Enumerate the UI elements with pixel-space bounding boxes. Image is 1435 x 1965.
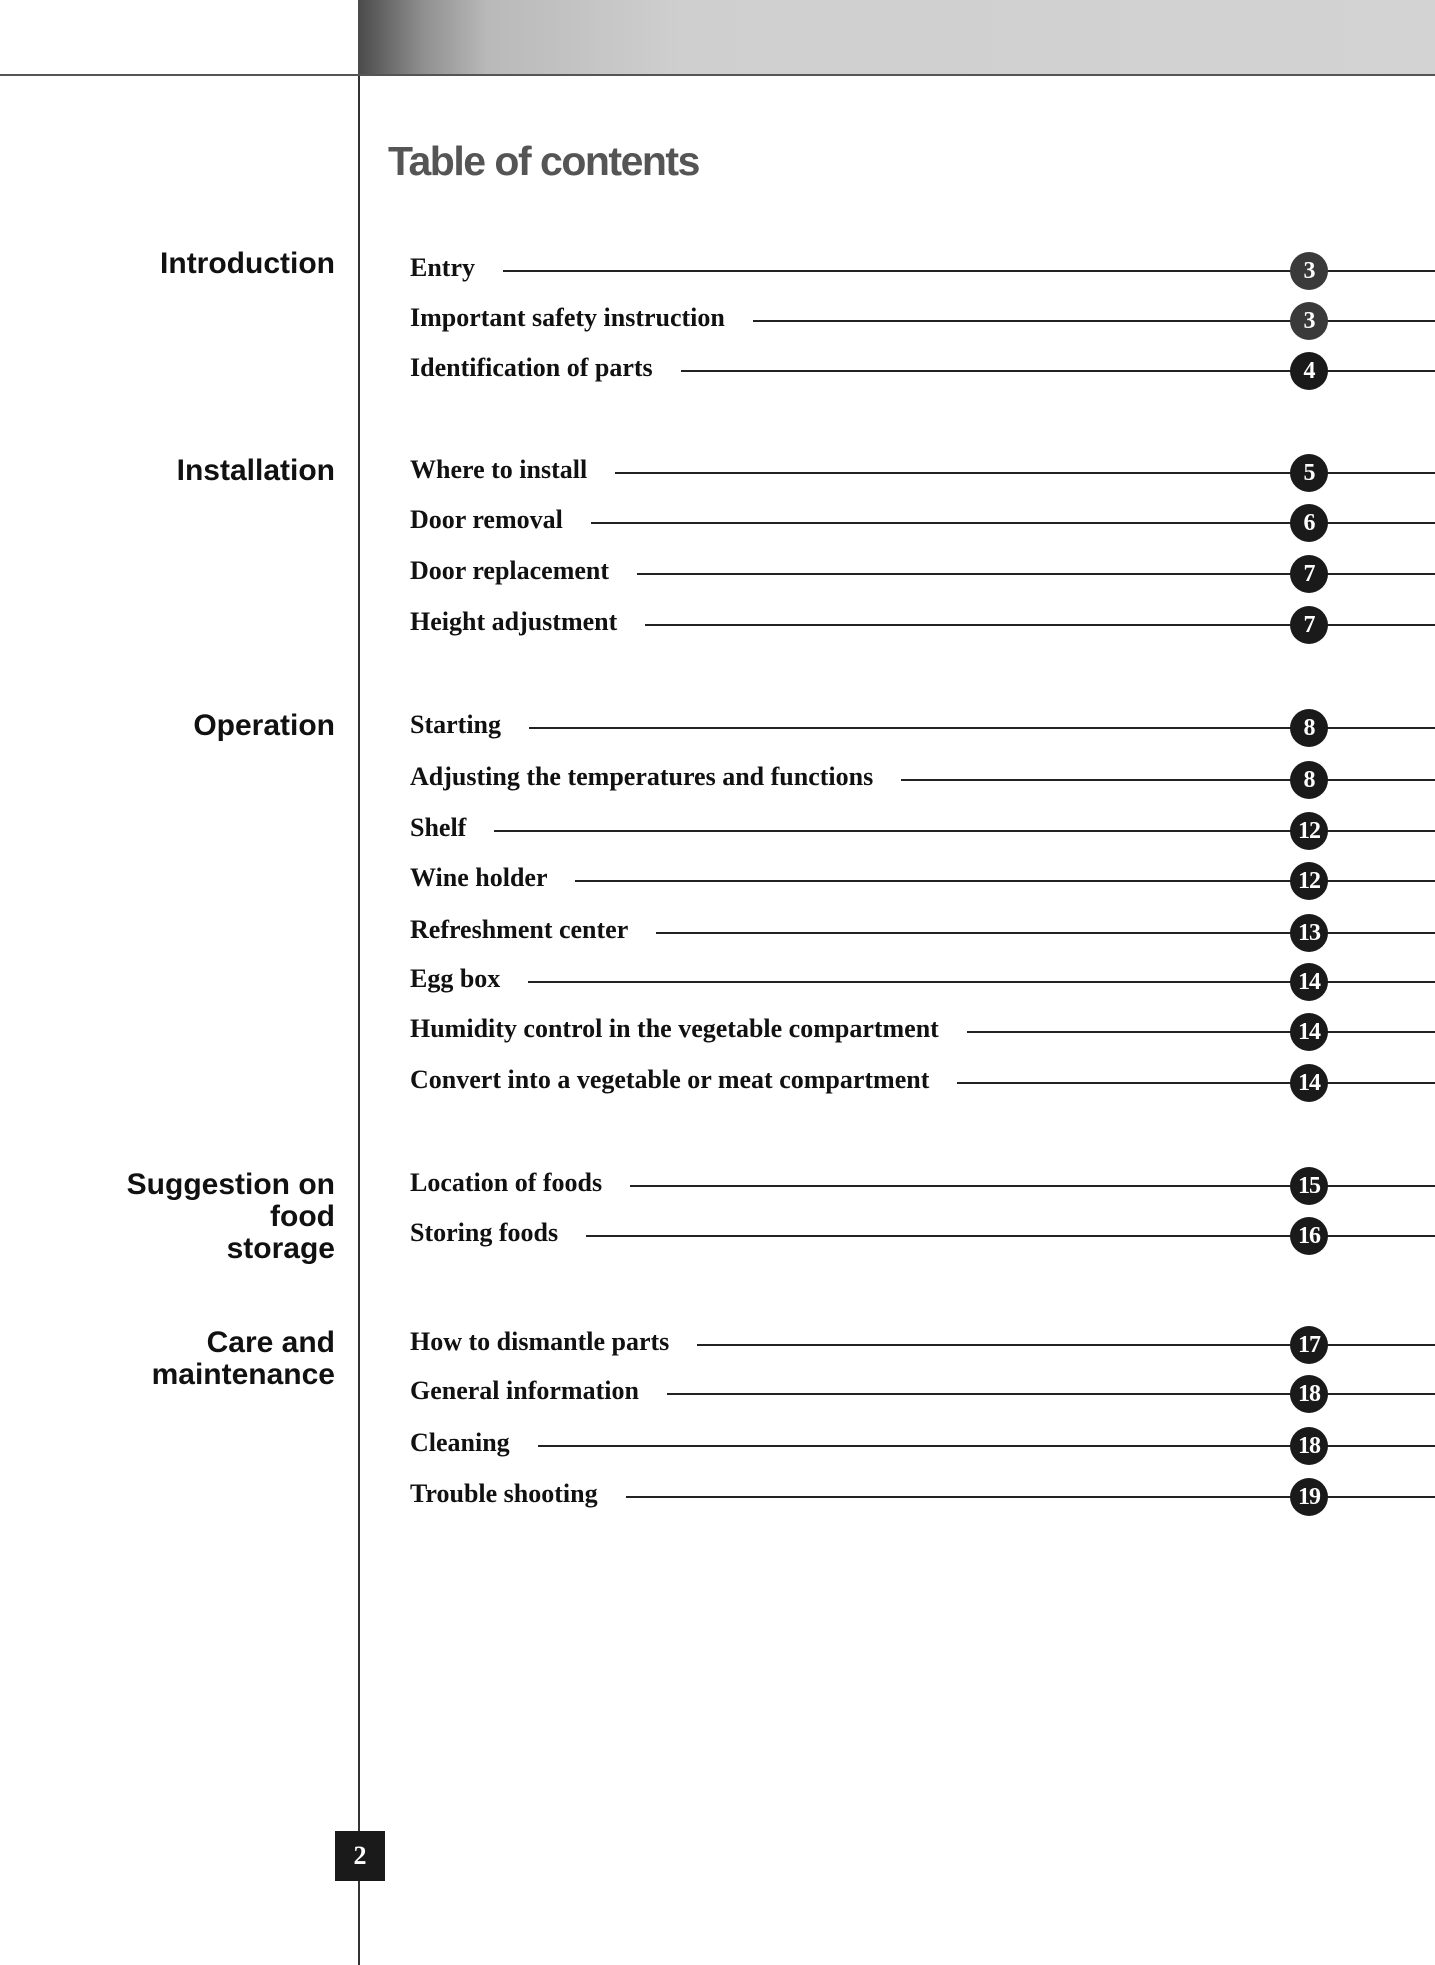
toc-entry-title: Door replacement [410, 553, 637, 589]
toc-entry[interactable] [410, 250, 1435, 290]
leader-line [410, 270, 1435, 272]
section-label-introduction: Introduction [160, 247, 335, 280]
section-label-installation: Installation [176, 454, 335, 487]
toc-page-badge: 6 [1290, 504, 1328, 542]
toc-entry-title: Wine holder [410, 860, 575, 896]
toc-entry-title: Identification of parts [410, 350, 681, 386]
toc-entry[interactable] [410, 707, 1435, 747]
toc-entry[interactable] [410, 502, 1435, 542]
toc-page-badge: 14 [1290, 963, 1328, 1001]
toc-entry[interactable] [410, 1476, 1435, 1516]
toc-entry[interactable] [410, 810, 1435, 850]
toc-page-badge: 19 [1290, 1478, 1328, 1516]
header-rule [0, 74, 1435, 76]
leader-line [410, 1445, 1435, 1447]
toc-entry[interactable] [410, 350, 1435, 390]
toc-entry-title: Location of foods [410, 1165, 630, 1201]
toc-entry-title: Refreshment center [410, 912, 656, 948]
leader-line [410, 981, 1435, 983]
toc-page-badge: 17 [1290, 1326, 1328, 1364]
toc-entry-title: General information [410, 1373, 667, 1409]
toc-entry[interactable] [410, 1165, 1435, 1205]
toc-page-badge: 7 [1290, 606, 1328, 644]
toc-entry-title: Adjusting the temperatures and functions [410, 759, 901, 795]
section-label-operation: Operation [193, 709, 335, 742]
toc-entry[interactable] [410, 604, 1435, 644]
toc-entry[interactable] [410, 1062, 1435, 1102]
toc-page-badge: 13 [1290, 914, 1328, 952]
toc-page-badge: 5 [1290, 454, 1328, 492]
toc-page-badge: 12 [1290, 862, 1328, 900]
toc-page-badge: 18 [1290, 1375, 1328, 1413]
toc-entry[interactable] [410, 961, 1435, 1001]
toc-entry-title: Egg box [410, 961, 528, 997]
toc-entry-title: How to dismantle parts [410, 1324, 697, 1360]
toc-entry-title: Trouble shooting [410, 1476, 626, 1512]
toc-page-badge: 15 [1290, 1167, 1328, 1205]
toc-entry[interactable] [410, 1373, 1435, 1413]
toc-entry-title: Height adjustment [410, 604, 645, 640]
toc-entry[interactable] [410, 300, 1435, 340]
toc-entry[interactable] [410, 912, 1435, 952]
toc-entry-title: Where to install [410, 452, 615, 488]
toc-entry-title: Shelf [410, 810, 494, 846]
toc-entry-title: Humidity control in the vegetable compartment [410, 1011, 967, 1047]
toc-entry-title: Door removal [410, 502, 591, 538]
toc-entry[interactable] [410, 452, 1435, 492]
toc-entry[interactable] [410, 759, 1435, 799]
toc-entry-title: Important safety instruction [410, 300, 753, 336]
toc-entry[interactable] [410, 1425, 1435, 1465]
toc-page-badge: 14 [1290, 1064, 1328, 1102]
header-bar [358, 0, 1435, 76]
toc-entry-title: Storing foods [410, 1215, 586, 1251]
leader-line [410, 830, 1435, 832]
toc-page-badge: 4 [1290, 352, 1328, 390]
toc-page-badge: 12 [1290, 812, 1328, 850]
toc-page-badge: 14 [1290, 1013, 1328, 1051]
toc-entry-title: Starting [410, 707, 529, 743]
page-number: 2 [335, 1831, 385, 1881]
toc-entry-title: Entry [410, 250, 503, 286]
toc-page-badge: 3 [1290, 302, 1328, 340]
leader-line [410, 727, 1435, 729]
toc-page-badge: 7 [1290, 555, 1328, 593]
toc-page-badge: 8 [1290, 709, 1328, 747]
toc-entry[interactable] [410, 860, 1435, 900]
toc-entry-title: Convert into a vegetable or meat compartment [410, 1062, 957, 1098]
toc-page-badge: 16 [1290, 1217, 1328, 1255]
toc-page-badge: 3 [1290, 252, 1328, 290]
page-title: Table of contents [388, 138, 699, 184]
toc-entry[interactable] [410, 553, 1435, 593]
toc-page-badge: 8 [1290, 761, 1328, 799]
section-label-care: Care and maintenance [151, 1326, 335, 1391]
toc-page-badge: 18 [1290, 1427, 1328, 1465]
toc-entry[interactable] [410, 1324, 1435, 1364]
toc-entry[interactable] [410, 1011, 1435, 1051]
toc-entry[interactable] [410, 1215, 1435, 1255]
vertical-rule [358, 76, 360, 1965]
section-label-food-storage: Suggestion on food storage [126, 1168, 335, 1265]
toc-entry-title: Cleaning [410, 1425, 538, 1461]
